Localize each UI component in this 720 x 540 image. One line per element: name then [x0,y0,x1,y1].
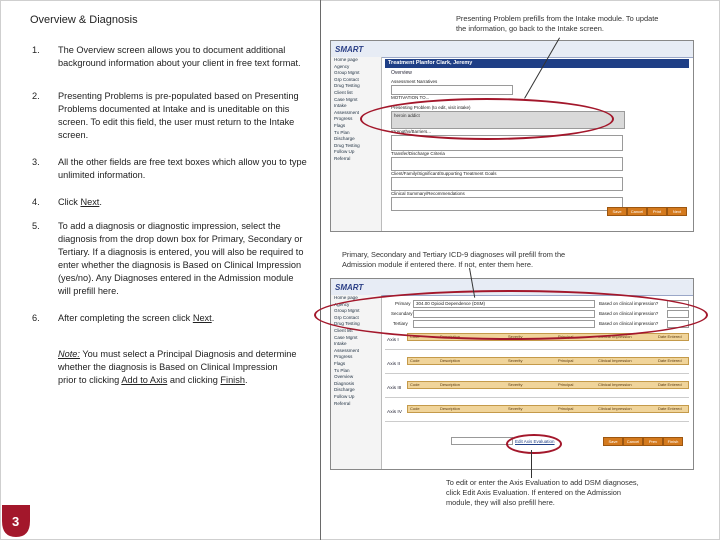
nav-item[interactable]: Intake [334,341,347,347]
axis-header [407,381,689,389]
nav-item[interactable]: Assessment [334,347,360,353]
nav-item[interactable]: Intake [334,103,347,109]
step-text: All the other fields are free text boxes which allow you to type unlimited information. [58,157,307,180]
axis-label: Axis II [387,362,401,367]
axis-col-clinical: Clinical Impression [598,334,632,339]
step-text-suffix: . [99,197,102,207]
field-label: Transfer/Discharge Criteria [391,151,445,156]
axis-iv-row [385,405,689,422]
step-text: The Overview screen allows you to document additional background information about your client in free text format. [58,45,301,68]
step-text: Presenting Problems is pre-populated based on Presenting Problems documented at Intake and is uneditable on this screen. To edit this field, the user must return to the Intake screen. [58,91,299,140]
axis-label: Axis III [387,386,402,391]
axis-col-code: Code [410,382,420,387]
step-text-suffix: . [211,313,215,323]
axis-col-severity: Severity [508,406,523,411]
presenting-problem-highlight [360,98,614,140]
axis-col-description: Description [440,406,461,411]
step-4 [32,196,308,220]
goals-field[interactable] [391,177,623,191]
nav-item[interactable]: Client list [334,89,353,95]
step-3 [32,156,308,196]
print-button[interactable]: Print [647,207,667,216]
add-to-axis-link[interactable]: Add to Axis [121,375,168,385]
primary-diagnosis-value: 304.00 Opioid Dependence (DSM) [416,301,486,306]
note-label: Note: [58,349,80,359]
primary-label: Primary [395,301,411,306]
axis-evaluation-callout: To edit or enter the Axis Evaluation to add DSM diagnoses, click Edit Axis Evaluation. If entered on the Admission module, they will also prefill here. [446,478,639,507]
prev-button[interactable]: Prev [643,437,663,446]
axis-col-date: Date Entered [658,382,682,387]
field-label: Assessment Narratives [391,79,438,84]
axis-evaluation-highlight [506,434,562,454]
nav-item[interactable]: Drug Testing [334,83,360,89]
axis-col-date: Date Entered [658,358,682,363]
nav-item[interactable]: Drug Testing [334,321,360,327]
axis-col-principal: Principal [558,382,574,387]
step-number: 3. [32,157,40,167]
nav-item[interactable]: Home page [334,57,358,62]
column-divider [320,0,321,540]
axis-header [407,357,689,365]
nav-item[interactable]: Tx Plan [334,367,350,373]
edit-axis-evaluation-link[interactable]: Edit Axis Evaluation [515,439,555,444]
nav-item[interactable]: Home page [334,295,358,300]
next-link[interactable]: Next [80,197,100,207]
next-button[interactable]: Next [667,207,687,216]
axis-col-date: Date Entered [658,406,682,411]
axis-col-description: Description [440,358,461,363]
axis-col-code: Code [410,406,420,411]
note-paragraph [58,348,298,387]
step-5 [32,220,308,312]
page-number: 3 [12,514,20,529]
nav-item[interactable]: Referral [334,400,351,406]
screen-header: Treatment Planfor Clark, Jeremy [385,59,689,68]
step-6 [32,312,308,332]
save-button[interactable]: Save [603,437,623,446]
app-header-bar [331,41,693,58]
nav-item[interactable]: Grp Contact [334,76,359,82]
field-label: Presenting Problem (to edit, visit intake) [391,105,471,110]
axis-label: Axis I [387,338,399,343]
app-logo: SMART [335,283,364,292]
clinical-impression-label: Based on clinical impression? [599,321,659,326]
axis-col-clinical: Clinical Impression [598,382,632,387]
clinical-impression-label: Based on clinical impression? [599,311,659,316]
nav-item[interactable]: Follow Up [334,393,355,399]
axis-ii-row [385,357,689,374]
axis-col-code: Code [410,358,420,363]
presenting-problem-field: heroin addict [391,111,625,129]
nav-item[interactable]: Flags [334,360,346,366]
step-number: 4. [32,197,40,207]
nav-item[interactable]: Diagnosis [334,380,355,386]
nav-item[interactable]: Assessment [334,109,360,115]
secondary-label: Secondary [391,311,413,316]
axis-col-description: Description [440,334,461,339]
nav-item[interactable]: Agency [334,301,350,307]
nav-item[interactable]: Grp Contact [334,314,359,320]
callout-pointer [531,450,532,478]
step-2 [32,90,308,156]
app-side-nav [331,57,382,231]
axis-col-date: Date Entered [658,334,682,339]
nav-item[interactable]: Case Mgmt [334,96,358,102]
diagnosis-selection-highlight [314,290,708,340]
nav-item[interactable]: Group Mgmt [334,308,360,314]
instruction-list [32,44,308,332]
slide-title: Overview & Diagnosis [30,14,138,26]
clinical-summary-field[interactable] [391,197,623,211]
axis-col-severity: Severity [508,382,523,387]
nav-item[interactable]: Drug Testing [334,142,360,148]
axis-header [407,405,689,413]
cancel-button[interactable]: Cancel [627,207,647,216]
nav-item[interactable]: Overview [334,374,354,380]
field-label: Strengths/Barriers... [391,129,432,134]
nav-item[interactable]: Case Mgmt [334,334,358,340]
cancel-button[interactable]: Cancel [623,437,643,446]
nav-item[interactable]: Agency [334,63,350,69]
finish-link[interactable]: Finish [220,375,245,385]
evaluation-select[interactable] [451,437,513,445]
save-button[interactable]: Save [607,207,627,216]
axis-label: Axis IV [387,410,402,415]
app-logo: SMART [335,45,364,54]
nav-item[interactable]: Follow Up [334,149,355,155]
nav-item[interactable]: Client list [334,327,353,333]
nav-item[interactable]: Discharge [334,387,355,393]
nav-item[interactable]: Progress [334,116,353,122]
step-number: 6. [32,313,40,323]
nav-item[interactable]: Group Mgmt [334,70,360,76]
note-text: You must select a Principal Diagnosis and determine whether the diagnosis is Based on Clinical Impression prior to clicking [58,349,297,385]
axis-col-principal: Principal [558,406,574,411]
section-title: Overview [391,70,412,76]
step-1 [32,44,308,90]
axis-col-principal: Principal [558,334,574,339]
axis-iii-row [385,381,689,398]
axis-col-clinical: Clinical Impression [598,358,632,363]
step-number: 1. [32,45,40,55]
nav-item[interactable]: Tx Plan [334,129,350,135]
axis-col-description: Description [440,382,461,387]
step-number: 2. [32,91,40,101]
finish-button[interactable]: Finish [663,437,683,446]
tertiary-label: Tertiary [393,321,408,326]
step-text-prefix: Click [58,197,81,207]
nav-item[interactable]: Flags [334,122,346,128]
step-text: To add a diagnosis or diagnostic impression, select the diagnosis from the drop down box for Primary, Secondary or Tertiary. If a diagnosis is entered, you will also be required to enter whether the diagnosis is Based on Clinical Impression (yes/no). Any Diagnoses entered in the Admission module will prefill here. [58,221,304,296]
step-number: 5. [32,221,40,231]
page-number-badge [2,505,30,535]
diagnoses-callout: Primary, Secondary and Tertiary ICD-9 diagnoses will prefill from the Admission module if entered there. If not, enter them here. [342,250,566,269]
assessment-narratives-field[interactable] [391,85,513,95]
axis-col-principal: Principal [558,358,574,363]
field-label: Clinical Summary/Recommendations [391,191,465,196]
nav-item[interactable]: Discharge [334,136,355,142]
note-text: . [244,375,248,385]
field-label: Client/Family/Significant/Supporting Treatment Goals [391,171,497,176]
next-link[interactable]: Next [192,313,212,323]
nav-item[interactable]: Progress [334,354,353,360]
note-text: and clicking [167,375,221,385]
axis-col-severity: Severity [508,334,523,339]
axis-col-severity: Severity [508,358,523,363]
axis-col-clinical: Clinical Impression [598,406,632,411]
clinical-impression-label: Based on clinical impression? [599,301,659,306]
transfer-criteria-field[interactable] [391,157,623,171]
nav-item[interactable]: Referral [334,155,351,161]
axis-col-code: Code [410,334,420,339]
field-label: MOTIVATION TO... [391,95,430,100]
presenting-problem-callout: Presenting Problem prefills from the Intake module. To update the information, go back to the Intake screen. [456,14,659,33]
step-text-prefix: After completing the screen click [58,313,193,323]
